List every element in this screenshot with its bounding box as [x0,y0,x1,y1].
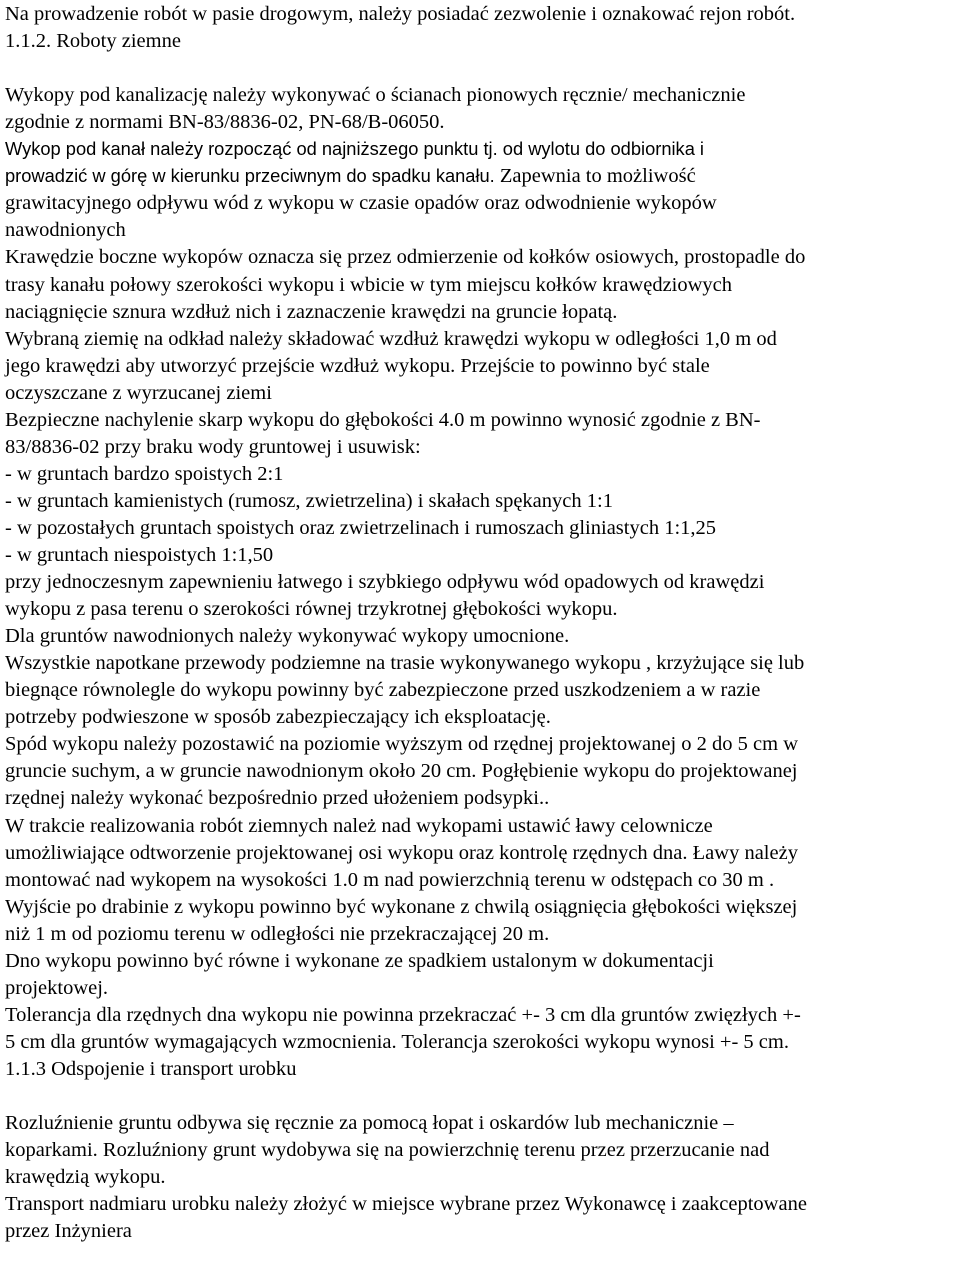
text-segment: gruncie suchym, a w gruncie nawodnionym około 20 cm. Pogłębienie wykopu do projektowanej [5,760,798,783]
text-segment: trasy kanału połowy szerokości wykopu i wbicie w tym miejscu kołków krawędziowych [5,273,733,296]
text-segment: Wyjście po drabinie z wykopu powinno być wykonane z chwilą osiągnięcia głębokości większej [5,895,798,918]
text-line [5,1163,166,1191]
text-line [5,406,760,434]
text-line [5,1109,734,1137]
text-line [5,1028,789,1056]
text-line [5,298,617,326]
text-line [5,325,777,353]
text-segment: potrzeby podwieszone w sposób zabezpieczający ich eksploatację. [5,706,551,729]
text-segment: 1.1.3 Odspojenie i transport urobku [5,1057,297,1080]
text-line [5,135,704,163]
text-segment: montować nad wykopem na wysokości 1.0 m nad powierzchnią terenu w odstępach co 30 m . [5,868,775,891]
text-line [5,1190,807,1218]
text-line [5,243,805,271]
text-segment: naciągnięcie sznura wzdłuż nich i zaznaczenie krawędzi na gruncie łopatą. [5,300,618,323]
text-segment: oczyszczane z wyrzucanej ziemi [5,381,272,404]
text-line [5,893,797,921]
text-segment: biegnące równolegle do wykopu powinny być zabezpieczone przed uszkodzeniem a w razie [5,679,761,702]
text-segment: Transport nadmiaru urobku należy złożyć w miejsce wybrane przez Wykonawcę i zaakceptowane [5,1193,807,1216]
text-segment: - w pozostałych gruntach spoistych oraz zwietrzelinach i rumoszach gliniastych 1:1,25 [5,516,717,539]
text-line [5,1055,297,1083]
text-segment: zgodnie z normami BN-83/8836-02, PN-68/B-06050. [5,111,445,134]
text-line [5,676,760,704]
text-line [5,703,551,731]
text-line [5,460,283,488]
text-line [5,379,272,407]
text-line [5,812,713,840]
text-line [5,784,549,812]
text-line [5,595,618,623]
text-segment: - w gruntach kamienistych (rumosz, zwietrzelina) i skałach spękanych 1:1 [5,489,613,512]
text-line [5,1001,801,1029]
text-line [5,0,795,28]
text-segment: W trakcie realizowania robót ziemnych należ nad wykopami ustawić ławy celownicze [5,814,713,837]
text-line [5,622,569,650]
text-segment: jego krawędzi aby utworzyć przejście wzdłuż wykopu. Przejście to powinno być stale [5,354,710,377]
text-line [5,487,613,515]
text-line [5,920,549,948]
text-line [5,649,804,677]
text-line [5,947,714,975]
text-line [5,162,696,190]
text-line [5,352,710,380]
text-segment: Zapewnia to możliwość [499,165,696,188]
text-segment: Tolerancja dla rzędnych dna wykopu nie powinna przekraczać +- 3 cm dla gruntów zwięzłych +- [5,1003,801,1026]
text-segment: Bezpieczne nachylenie skarp wykopu do głębokości 4.0 m powinno wynosić zgodnie z BN- [5,408,761,431]
text-line [5,27,181,55]
text-line [5,866,774,894]
text-segment: wykopu z pasa terenu o szerokości równej trzykrotnej głębokości wykopu. [5,598,618,621]
text-line [5,433,421,461]
text-segment: Dno wykopu powinno być równe i wykonane ze spadkiem ustalonym w dokumentacji [5,949,714,972]
text-segment: niż 1 m od poziomu terenu w odległości nie przekraczającej 20 m. [5,922,550,945]
text-segment: 83/8836-02 przy braku wody gruntowej i usuwisk: [5,435,421,458]
text-segment: krawędzią wykopu. [5,1166,166,1189]
text-line [5,757,798,785]
text-line [5,1217,132,1245]
text-line [5,81,745,109]
text-line [5,568,764,596]
text-segment: Wykopy pod kanalizację należy wykonywać o ścianach pionowych ręcznie/ mechanicznie [5,84,746,107]
text-segment: Rozluźnienie gruntu odbywa się ręcznie za pomocą łopat i oskardów lub mechanicznie – [5,1112,734,1135]
text-line [5,730,798,758]
text-line [5,216,126,244]
text-segment: - w gruntach niespoistych 1:1,50 [5,544,274,566]
text-segment: - w gruntach bardzo spoistych 2:1 [5,462,284,485]
text-line [5,514,716,542]
text-segment: projektowej. [5,976,109,999]
text-segment: Wybraną ziemię na odkład należy składować wzdłuż krawędzi wykopu w odległości 1,0 m od [5,327,777,350]
text-line [5,541,273,569]
text-segment: prowadzić w górę w kierunku przeciwnym do spadku kanału. [5,165,500,187]
text-segment: przez Inżyniera [5,1220,132,1243]
text-line [5,271,732,299]
text-line [5,839,798,867]
text-line [5,1136,769,1164]
text-segment: Krawędzie boczne wykopów oznacza się przez odmierzenie od kołków osiowych, prostopadle do [5,246,806,269]
text-line [5,189,717,217]
text-segment: grawitacyjnego odpływu wód z wykopu w czasie opadów oraz odwodnienie wykopów [5,192,717,215]
text-segment: 5 cm dla gruntów wymagających wzmocnienia. Tolerancja szerokości wykopu wynosi +- 5 cm. [5,1030,789,1053]
text-segment: Dla gruntów nawodnionych należy wykonywać wykopy umocnione. [5,625,570,648]
text-segment: przy jednoczesnym zapewnieniu łatwego i szybkiego odpływu wód opadowych od krawędzi [5,571,765,594]
text-segment: Wszystkie napotkane przewody podziemne na trasie wykonywanego wykopu , krzyżujące się lub [5,652,805,675]
text-segment: nawodnionych [5,219,126,242]
text-line [5,108,445,136]
text-segment: koparkami. Rozluźniony grunt wydobywa się na powierzchnię terenu przez przerzucanie nad [5,1139,770,1162]
text-segment: Wykop pod kanał należy rozpocząć od najniższego punktu tj. od wylotu do odbiornika i [5,138,704,160]
text-segment: umożliwiające odtworzenie projektowanej osi wykopu oraz kontrolę rzędnych dna. Ławy należy [5,841,798,864]
text-segment: Na prowadzenie robót w pasie drogowym, należy posiadać zezwolenie i oznakować rejon robót. [5,3,796,25]
text-segment: rzędnej należy wykonać bezpośrednio przed ułożeniem podsypki.. [5,787,550,810]
text-segment: Spód wykopu należy pozostawić na poziomie wyższym od rzędnej projektowanej o 2 do 5 cm w [5,733,799,756]
text-segment: 1.1.2. Roboty ziemne [5,30,181,53]
text-line [5,974,108,1002]
